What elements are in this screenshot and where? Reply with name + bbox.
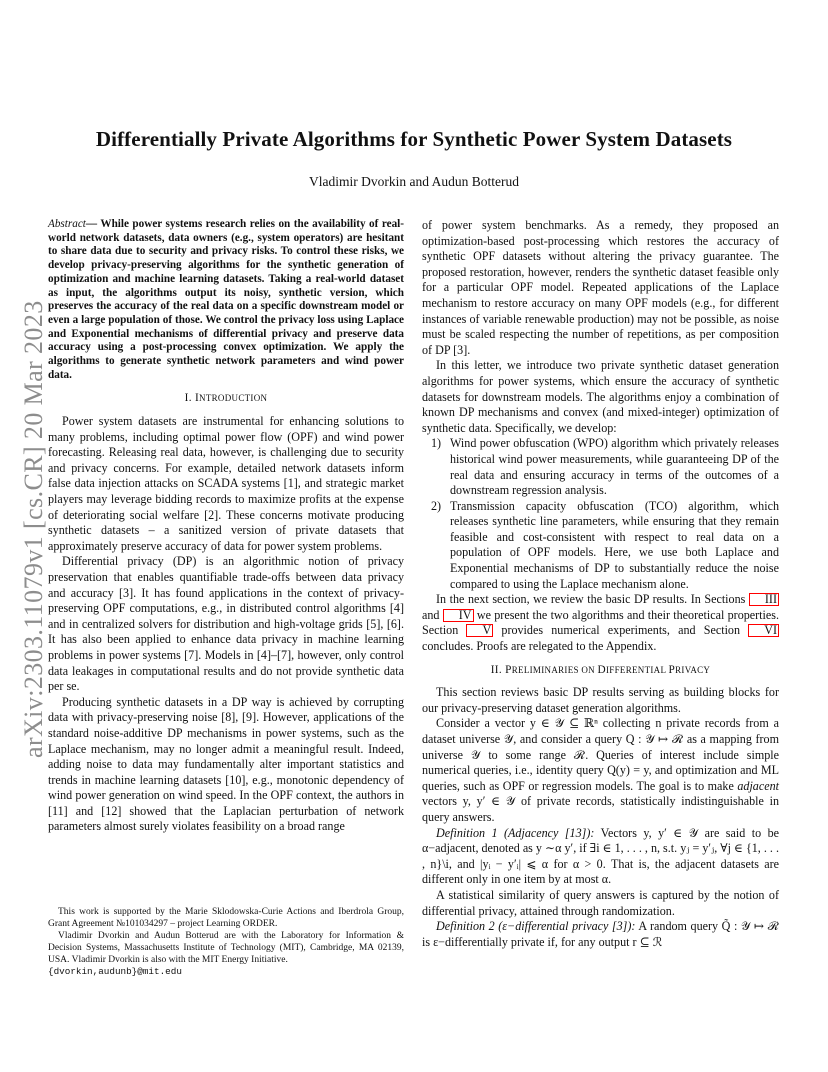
text-run: we present the two algorithms and their theoretical properties. Section [422, 607, 779, 638]
list-number: 2) [431, 498, 442, 513]
intro-paragraph-6 [422, 592, 779, 654]
intro-paragraph-1: Power system datasets are instrumental for enhancing solutions to many problems, including optimal power flow (OPF) and wind power forecasting. Releasing real data, however, is challenging due to security and privacy concerns. For example, detailed network datasets inform false data injection attacks on SCADA systems [1], and strategic market players may leverage bidding records to maximize profits at the expense of deteriorating social welfare [2]. These concerns motivate producing synthetic datasets – a sanitized version of private datasets that approximately preserve accuracy of data for power system problems. [48, 414, 404, 553]
intro-paragraph-2: Differential privacy (DP) is an algorithmic notion of privacy preservation that enables quantifiable trade-offs between data privacy and accuracy [3]. It has found applications in the context of privacy-preserving OPF computations, e.g., in distributed control algorithms [4] and in centralized solvers for distribution and high-voltage grids [5], [6]. It has also been applied to enhance data privacy in machine learning problems in power systems [7]. Models in [4]–[7], however, only control data leakages in computational results and do not provide synthetic data per se. [48, 554, 404, 694]
section-heading-preliminaries [422, 663, 779, 679]
arxiv-watermark: arXiv:2303.11079v1 [cs.CR] 20 Mar 2023 [19, 300, 48, 758]
definition-2 [422, 919, 779, 950]
list-number: 1) [431, 436, 442, 451]
text-run: and [422, 607, 443, 622]
footnote-funding: This work is supported by the Marie Sklodowska-Curie Actions and Iberdrola Group, Grant Agreement №101034297 – project Learning ORDER. [48, 907, 404, 929]
definition-label: Definition 1 (Adjacency [13]): [436, 825, 595, 840]
emphasis: adjacent [737, 778, 779, 793]
abstract-text: — While power systems research relies on the availability of real-world network datasets, data owners (e.g., system operators) are hesitant to share data due to security and privacy risks. To control these risks, we develop privacy-preserving algorithms for the synthetic generation of optimization and machine learning datasets. Taking a real-world dataset as input, the algorithms output its noisy, synthetic version, which preserves the accuracy of the real data on a specific downstream model or even a large population of those. We control the privacy loss using Laplace and Exponential mechanisms of differential privacy and preserve data accuracy using a post-processing convex optimization. We apply the algorithms to generate synthetic network parameters and wind power data. [48, 218, 404, 381]
contributions-list [422, 436, 779, 592]
heading-initial: P [505, 663, 512, 676]
definition-label: Definition 2 (ε−differential privacy [3]): [436, 919, 636, 934]
intro-paragraph-5: In this letter, we introduce two private synthetic dataset generation algorithms for power systems, which ensure the accuracy of synthetic datasets for downstream models. The algorithms enjoy a combination of known DP mechanisms and convex (and mixed-integer) optimization of synthetic data. Specifically, we develop: [422, 358, 779, 435]
text-run: In the next section, we review the basic DP results. In Sections [436, 592, 749, 607]
text-run: Consider a vector y ∈ 𝒴 ⊆ ℝⁿ collecting n private records from a dataset universe 𝒴, and consider a query Q : 𝒴 ↦ ℛ as a mapping from universe 𝒴 to some range ℛ. Queries of interest include simple numerical queries, i.e., identity query Q(y) = y, and optimization and ML queries, such as OPF or regression models. The goal is to make [422, 716, 779, 793]
author-emails: {dvorkin,audunb}@mit.edu [48, 966, 182, 977]
text-run: vectors y, y′ ∈ 𝒴 of private records, statistically indistinguishable in query answers. [422, 794, 779, 824]
contribution-text: Transmission capacity obfuscation (TCO) algorithm, which releases synthetic line parameters, while ensuring that they remain feasible and cost-consistent with respect to real data on a population of OPF models. Here, we use both Laplace and Exponential mechanisms of DP to substantially reduce the noise compared to using the Laplace mechanism alone. [450, 498, 779, 591]
section-link[interactable]: III [749, 593, 779, 606]
heading-rest: RELIMINARIES ON [511, 664, 598, 675]
contribution-item [431, 498, 779, 593]
section-link[interactable]: V [466, 624, 493, 637]
heading-initial: P [668, 663, 676, 676]
section-link[interactable]: VI [748, 624, 779, 637]
section-heading-initial: I [194, 392, 200, 405]
abstract-label: Abstract [48, 218, 86, 230]
text-run: provides numerical experiments, and Section [493, 623, 749, 638]
footnote-affiliation-text: Vladimir Dvorkin and Audun Botterud are with the Laboratory for Information & Decision Systems, Massachusetts Institute of Technology (MIT), Cambridge, MA 02139, USA. Vladimir Dvorkin is also with the MIT Energy Initiative. [48, 931, 404, 965]
heading-initial: D [597, 663, 606, 676]
contribution-text: Wind power obfuscation (WPO) algorithm which privately releases historical wind power measurements, while guaranteeing DP of the real data and ensuring accuracy in terms of the outcomes of a downstream regression analysis. [450, 436, 779, 498]
intro-paragraph-4: of power system benchmarks. As a remedy, they proposed an optimization-based post-processing which restores the accuracy of synthetic OPF datasets without altering the privacy guarantee. The proposed restoration, however, renders the synthetic dataset feasible only for a particular OPF model. Repeated applications of the Laplace mechanism to restore accuracy on many OPF models (e.g., for different instances of variable renewable production) may not be possible, as noise must be scaled respecting the number of repetitions, as per composition of DP [3]. [422, 218, 779, 357]
definition-text: A random query Q̃ : 𝒴 ↦ ℛ is ε−differentially private if, for any output r ⊆ ℛ [422, 919, 779, 949]
prelim-paragraph-1: This section reviews basic DP results serving as building blocks for our privacy-preserving dataset generation algorithms. [422, 685, 779, 715]
intro-paragraph-3: Producing synthetic datasets in a DP way is achieved by corrupting data with privacy-preserving noise [8], [9]. However, applications of the standard noise-additive DP mechanisms in power systems, such as the Laplace mechanism, may no longer admit a meaningful result. Indeed, adding noise to data may fundamentally alter important statistics and trends in machine learning datasets [10], e.g., monotonic dependency of wind power generation on wind speed. In the OPF context, the authors in [11] and [12] showed that the Laplacian perturbation of network parameters almost surely violates feasibility on a broad range [48, 694, 404, 834]
definition-1 [422, 826, 779, 888]
abstract [48, 218, 404, 382]
section-link[interactable]: IV [443, 609, 474, 622]
section-heading-rest: NTRODUCTION [199, 393, 268, 404]
definition-text: Vectors y, y′ ∈ 𝒴 are said to be α−adjacent, denoted as y ∼α y′, if ∃i ∈ 1, . . . , n, s.t. yⱼ = y′ⱼ, ∀j ∈ {1, . . . , n}\i, and |yᵢ − y′ᵢ| ⩽ α for α > 0. That is, the adjacent datasets are different only in one item by at most α. [422, 825, 779, 887]
footnote [48, 906, 404, 978]
heading-rest: IFFERENTIAL [605, 664, 669, 675]
text-run: concludes. Proofs are relegated to the Appendix. [422, 639, 657, 654]
footnote-affiliation [48, 930, 404, 978]
prelim-paragraph-3: A statistical similarity of query answers is captured by the notion of differential privacy, attained through randomization. [422, 887, 779, 918]
section-number: I. [184, 392, 192, 405]
authors: Vladimir Dvorkin and Audun Botterud [309, 174, 519, 189]
prelim-paragraph-2 [422, 716, 779, 825]
paper-title: Differentially Private Algorithms for Synthetic Power System Datasets [95, 127, 733, 151]
contribution-item [431, 436, 779, 498]
section-number: II. [490, 663, 502, 676]
right-column [422, 218, 779, 950]
left-column [48, 218, 404, 835]
heading-rest: RIVACY [675, 664, 711, 675]
section-heading-introduction [48, 391, 404, 407]
